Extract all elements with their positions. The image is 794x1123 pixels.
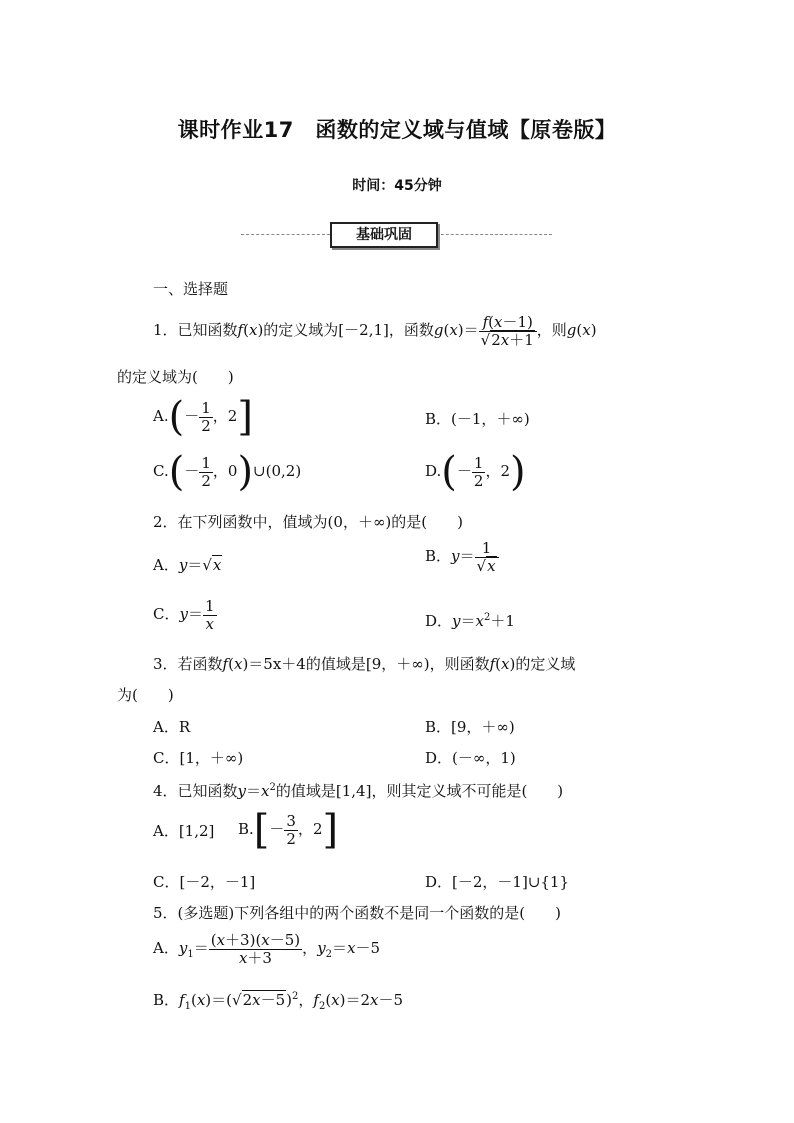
q3-option-d[interactable]: D．(－∞，1)	[425, 749, 516, 767]
q3-option-b[interactable]: B．[9，＋∞)	[425, 718, 515, 736]
q1-option-c[interactable]: C.(－ $\frac{1}{2}$ ，0)∪(0,2)	[153, 449, 302, 495]
q4-option-a[interactable]: A．[1,2]	[153, 822, 215, 840]
q1-option-b[interactable]: B．(－1，＋∞)	[425, 410, 530, 428]
question-1-stem-line2: 的定义域为( )	[117, 368, 234, 386]
q5-option-b[interactable]: B．$f_1(x)=(√2x-5)^2$，$f_2(x)=2x-5$	[153, 991, 404, 1012]
section-box-label: 基础巩固	[330, 222, 438, 248]
section-heading: 一、选择题	[153, 280, 229, 298]
question-4-stem: 4．已知函数$y=x^2$的值域是[1,4]，则其定义域不可能是( )	[153, 782, 564, 800]
time-limit: 时间：45分钟	[352, 178, 442, 194]
q1-option-a[interactable]: A.(－ $\frac{1}{2}$ ，2]	[153, 394, 253, 440]
q4-option-d[interactable]: D．[－2，－1]∪{1}	[425, 873, 570, 891]
divider-right	[436, 234, 552, 235]
q2-option-a[interactable]: A．y＝√x	[153, 556, 222, 574]
q2-option-d[interactable]: D．$y=x^2+1$	[425, 612, 515, 630]
q5-option-a[interactable]: A．$y_1=$ $\frac{(x+3)(x-5)}{x+3}$ ，$y_2=x-5$	[153, 931, 381, 967]
q4-option-c[interactable]: C．[－2，－1]	[153, 873, 256, 891]
question-5-stem: 5．(多选题)下列各组中的两个函数不是同一个函数的是( )	[153, 904, 561, 922]
q1-option-d[interactable]: D.(－ $\frac{1}{2}$ ，2)	[425, 449, 526, 495]
q2-option-c[interactable]: C．y＝ $\frac{1}{x}$	[153, 597, 215, 633]
question-1-stem: 1．已知函数f(x)的定义域为[－2,1]，函数g(x)＝ $\frac{f(x-1)}{√2x+1}$ ，则g(x)	[153, 313, 597, 349]
page-title: 课时作业17 函数的定义域与值域【原卷版】	[177, 118, 617, 142]
question-2-stem: 2．在下列函数中，值域为(0，＋∞)的是( )	[153, 513, 463, 531]
q3-option-c[interactable]: C．[1，＋∞)	[153, 749, 244, 767]
divider-left	[241, 234, 330, 235]
question-3-stem-line2: 为( )	[117, 686, 174, 704]
q3-option-a[interactable]: A．R	[153, 718, 191, 736]
q2-option-b[interactable]: B．y＝ $\frac{1}{√x}$	[425, 540, 499, 574]
q4-option-b[interactable]: B.[－ $\frac{3}{2}$ ，2]	[238, 807, 339, 853]
question-3-stem: 3．若函数f(x)＝5x＋4的值域是[9，＋∞)，则函数f(x)的定义域	[153, 655, 576, 673]
